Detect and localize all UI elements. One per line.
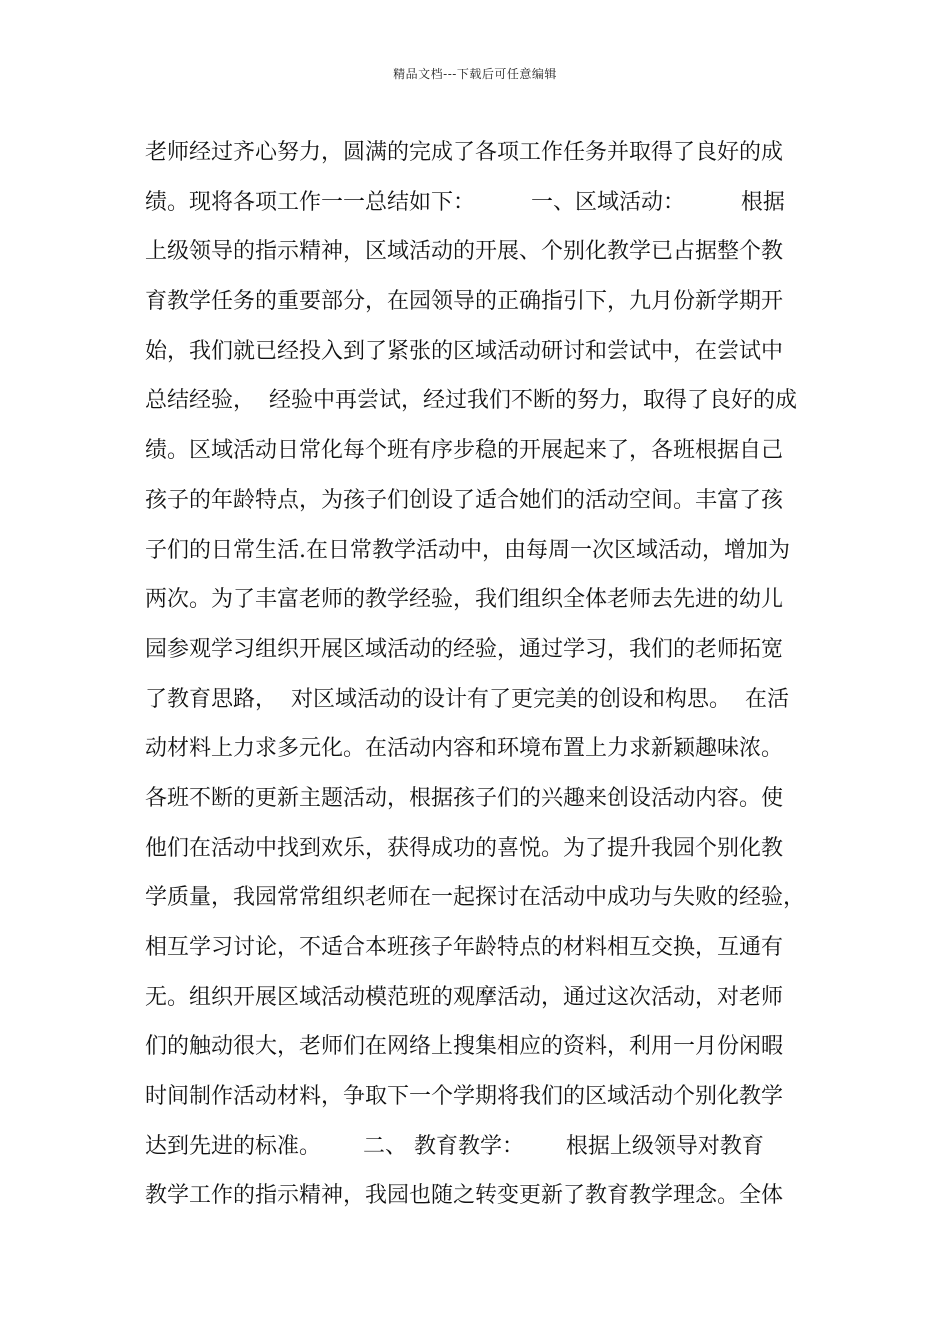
text-line: 绩。现将各项工作一一总结如下： 一、区域活动： 根据 bbox=[145, 189, 785, 215]
text-line: 总结经验， 经验中再尝试，经过我们不断的努力，取得了良好的成 bbox=[145, 388, 797, 414]
page-header: 精品文档---下载后可任意编辑 bbox=[393, 67, 557, 81]
text-line: 上级领导的指示精神，区域活动的开展、个别化教学已占据整个教 bbox=[145, 239, 784, 265]
text-line: 两次。为了丰富老师的教学经验，我们组织全体老师去先进的幼儿 bbox=[145, 587, 784, 613]
text-line: 子们的日常生活.在日常教学活动中，由每周一次区域活动，增加为 bbox=[145, 537, 790, 563]
text-line: 老师经过齐心努力，圆满的完成了各项工作任务并取得了良好的成 bbox=[145, 140, 784, 165]
text-line: 达到先进的标准。 二、 教育教学： 根据上级领导对教育 bbox=[145, 1133, 764, 1159]
text-line: 绩。区域活动日常化每个班有序步稳的开展起来了，各班根据自己 bbox=[145, 438, 784, 464]
text-line: 各班不断的更新主题活动，根据孩子们的兴趣来创设活动内容。使 bbox=[145, 785, 784, 811]
text-line: 孩子的年龄特点，为孩子们创设了适合她们的活动空间。丰富了孩 bbox=[145, 487, 784, 513]
text-line: 园参观学习组织开展区域活动的经验，通过学习，我们的老师拓宽 bbox=[145, 636, 784, 662]
text-line: 了教育思路， 对区域活动的设计有了更完美的创设和构思。 在活 bbox=[145, 686, 789, 712]
text-line: 无。组织开展区域活动模范班的观摩活动，通过这次活动，对老师 bbox=[145, 984, 784, 1010]
text-line: 学质量，我园常常组织老师在一起探讨在活动中成功与失败的经验， bbox=[145, 885, 806, 911]
text-line: 时间制作活动材料，争取下一个学期将我们的区域活动个别化教学 bbox=[145, 1084, 784, 1110]
text-line: 相互学习讨论，不适合本班孩子年龄特点的材料相互交换，互通有 bbox=[145, 935, 784, 960]
text-line: 育教学任务的重要部分，在园领导的正确指引下，九月份新学期开 bbox=[145, 289, 784, 315]
text-line: 教学工作的指示精神，我园也随之转变更新了教育教学理念。全体 bbox=[145, 1183, 784, 1209]
text-line: 动材料上力求多元化。在活动内容和环境布置上力求新颖趣味浓。 bbox=[145, 736, 784, 762]
text-line: 始，我们就已经投入到了紧张的区域活动研讨和尝试中，在尝试中 bbox=[145, 338, 784, 364]
body-text bbox=[145, 128, 825, 1221]
text-line: 们的触动很大，老师们在网络上搜集相应的资料，利用一月份闲暇 bbox=[145, 1034, 784, 1060]
text-line: 他们在活动中找到欢乐，获得成功的喜悦。为了提升我园个别化教 bbox=[145, 835, 784, 861]
